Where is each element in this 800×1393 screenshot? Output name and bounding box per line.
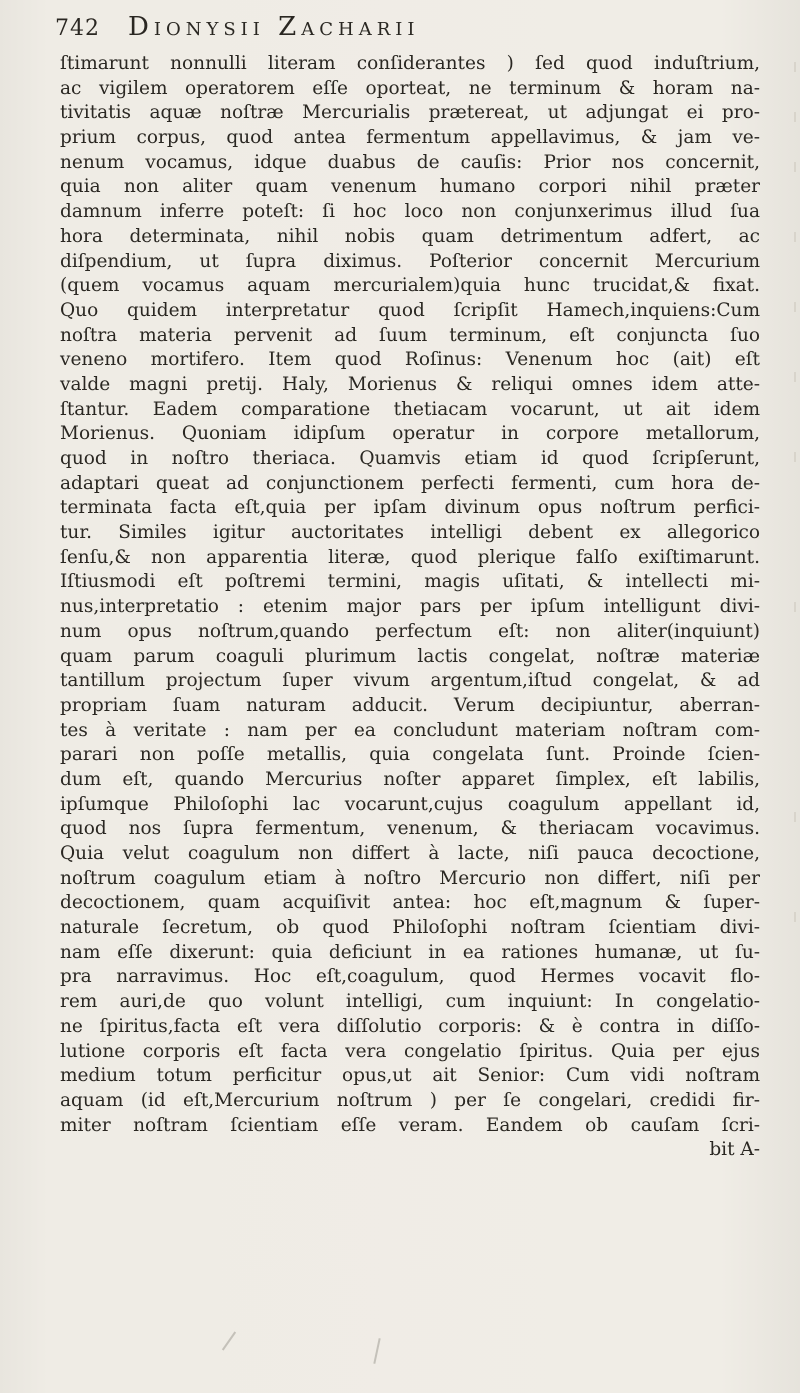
text-line: tes à veritate : nam per ea concludunt materiam noſtram com- (60, 719, 760, 741)
bleed-mark (788, 302, 796, 312)
text-line: decoctionem, quam acquiſivit antea: hoc eſt,magnum & ſuper- (60, 892, 760, 914)
text-line: Quia velut coagulum non differt à lacte, niſi pauca decoctione, (60, 843, 760, 864)
bleed-mark (788, 602, 796, 612)
text-line: num opus noſtrum,quando perfectum eſt: non aliter(inquiunt) (60, 620, 760, 642)
page-number: 742 (55, 16, 100, 41)
text-line: ipſumque Philoſophi lac vocarunt,cujus coagulum appellant id, (60, 793, 760, 815)
text-line: miter noſtram ſcientiam eſſe veram. Eandem ob cauſam ſcri- (60, 1114, 760, 1136)
text-line: ſenſu,& non apparentia literæ, quod plerique falſo exiſtimarunt. (60, 546, 760, 568)
text-line: noſtra materia pervenit ad ſuum terminum, eſt conjuncta ſuo (60, 324, 760, 346)
text-line: quod in noſtro theriaca. Quamvis etiam id quod ſcripſerunt, (60, 448, 760, 469)
text-line: quam parum coaguli plurimum lactis congelat, noſtræ materiæ (60, 645, 760, 667)
text-line: terminata facta eſt,quia per ipſam divinum opus noſtrum perfici- (60, 497, 760, 519)
text-line: quia non aliter quam venenum humano corpori nihil præter (60, 176, 760, 198)
bleed-mark (788, 812, 796, 822)
running-head: Dionysii Zacharii (128, 12, 420, 42)
text-line: veneno mortifero. Item quod Roſinus: Venenum hoc (ait) eſt (60, 349, 760, 371)
bleed-mark (788, 452, 796, 462)
text-line: Iſtiusmodi eſt poſtremi termini, magis uſitati, & intellecti mi- (60, 571, 760, 593)
text-line: hora determinata, nihil nobis quam detrimentum adfert, ac (60, 225, 760, 247)
text-line: ſtantur. Eadem comparatione thetiacam vocarunt, ut ait idem (60, 398, 760, 420)
text-line: Morienus. Quoniam idipſum operatur in corpore metallorum, (60, 423, 760, 445)
page-header (55, 12, 735, 52)
text-line: propriam ſuam naturam adducit. Verum decipiuntur, aberran- (60, 694, 760, 716)
text-line: pra narravimus. Hoc eſt,coagulum, quod Hermes vocavit flo- (60, 966, 760, 988)
text-line: medium totum perficitur opus,ut ait Senior: Cum vidi noſtram (60, 1065, 760, 1087)
text-line: aquam (id eſt,Mercurium noſtrum ) per ſe congelari, credidi fir- (60, 1089, 760, 1111)
text-line: parari non poſſe metallis, quia congelata ſunt. Proinde ſcien- (60, 744, 760, 766)
text-line: Quo quidem interpretatur quod ſcripſit Hamech,inquiens:Cum (60, 299, 760, 321)
body-text (60, 52, 760, 1163)
margin-bleed-marks (778, 52, 800, 952)
text-line: dum eſt, quando Mercurius noſter apparet ſimplex, eſt labilis, (60, 768, 760, 790)
bleed-mark (788, 62, 796, 72)
text-line: naturale ſecretum, ob quod Philoſophi noſtram ſcientiam divi- (60, 917, 760, 939)
bleed-mark (788, 912, 796, 922)
text-line: tantillum projectum ſuper vivum argentum,iſtud congelat, & ad (60, 670, 760, 692)
text-line: ne ſpiritus,facta eſt vera diſſolutio corporis: & è contra in diſſo- (60, 1015, 760, 1037)
bleed-mark (788, 112, 796, 122)
text-line: valde magni pretij. Haly, Morienus & reliqui omnes idem atte- (60, 373, 760, 395)
text-line: bit A- (709, 1139, 760, 1161)
bleed-mark (788, 372, 796, 382)
text-line: lutione corporis eſt facta vera congelatio ſpiritus. Quia per ejus (60, 1040, 760, 1062)
bleed-mark (788, 232, 796, 242)
text-line: prium corpus, quod antea fermentum appellavimus, & jam ve- (60, 127, 760, 149)
text-line: tivitatis aquæ noſtræ Mercurialis prætereat, ut adjungat ei pro- (60, 102, 760, 124)
bleed-mark (788, 162, 796, 172)
text-line: nenum vocamus, idque duabus de cauſis: Prior nos concernit, (60, 151, 760, 173)
text-line: (quem vocamus aquam mercurialem)quia hunc trucidat,& fixat. (60, 275, 760, 297)
text-line: nam eſſe dixerunt: quia deficiunt in ea rationes humanæ, ut ſu- (60, 941, 760, 963)
text-line: rem auri,de quo volunt intelligi, cum inquiunt: In congelatio- (60, 991, 760, 1013)
text-line: quod nos ſupra fermentum, venenum, & theriacam vocavimus. (60, 818, 760, 840)
text-line: diſpendium, ut ſupra diximus. Poſterior concernit Mercurium (60, 250, 760, 272)
text-line: damnum inferre poteſt: ſi hoc loco non conjunxerimus illud ſua (60, 201, 760, 223)
text-line: noſtrum coagulum etiam à noſtro Mercurio non differt, niſi per (60, 867, 760, 889)
ink-scratch (373, 1338, 380, 1364)
ink-scratch (222, 1331, 236, 1350)
text-line: nus,interpretatio : etenim major pars per ipſum intelligunt divi- (60, 596, 760, 618)
text-line: ſtimarunt nonnulli literam conſiderantes ) ſed quod induſtrium, (60, 53, 760, 74)
text-line: ac vigilem operatorem eſſe oporteat, ne terminum & horam na- (60, 77, 760, 99)
text-line: tur. Similes igitur auctoritates intelligi debent ex allegorico (60, 522, 760, 544)
text-line: adaptari queat ad conjunctionem perfecti fermenti, cum hora de- (60, 472, 760, 494)
